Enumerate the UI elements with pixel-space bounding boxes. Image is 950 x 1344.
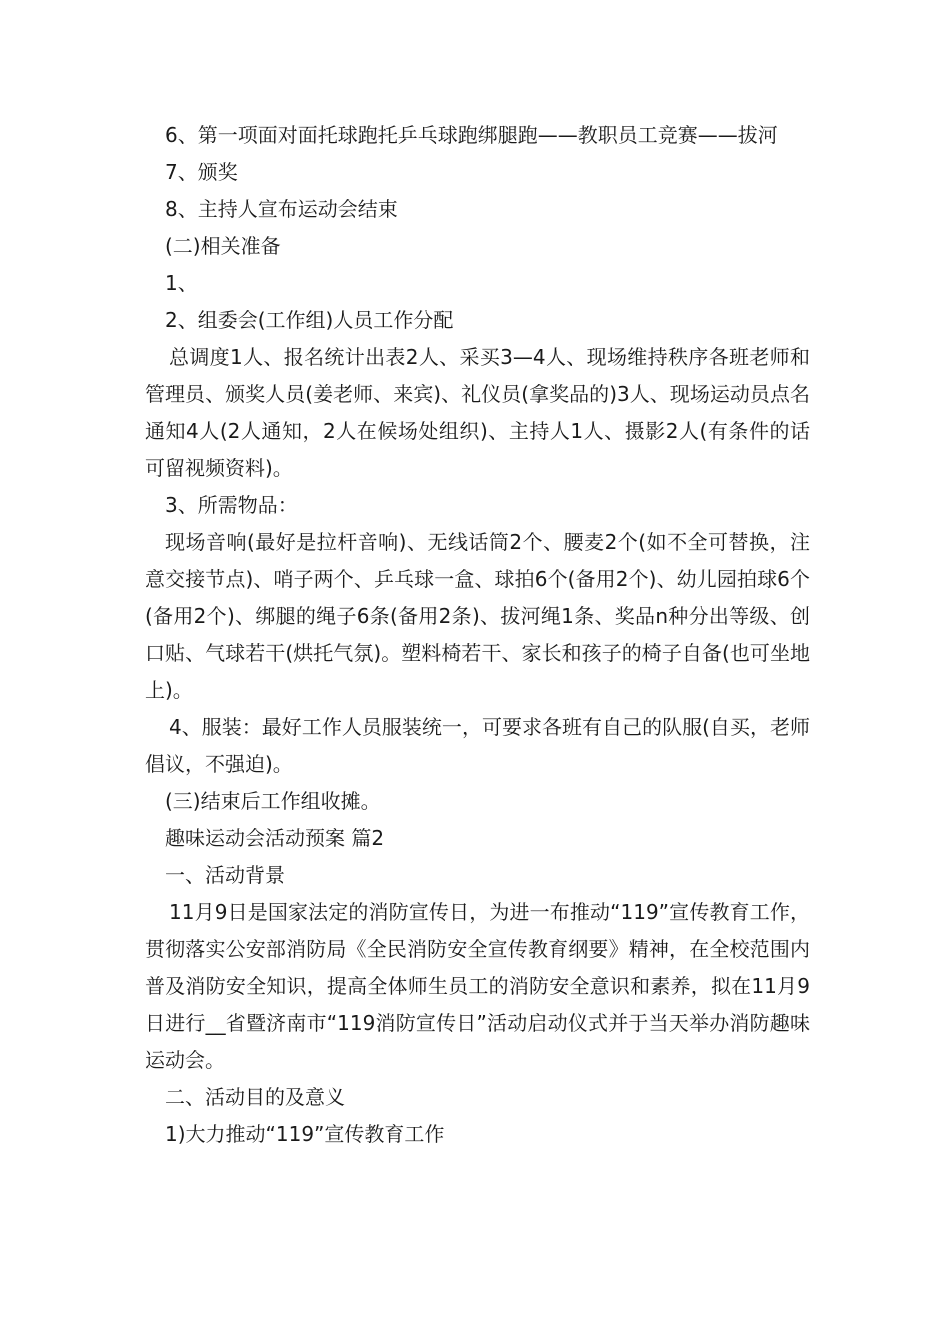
paragraph-required-items: 现场音响(最好是拉杆音响)、无线话筒2个、腰麦2个(如不全可替换，注意交接节点)、哨子两个、乒乓球一盒、球拍6个(备用2个)、幼儿园拍球6个(备用2个)、绑腿的绳子6条(备用2条)、拔河绳1条、奖品n种分出等级、创口贴、气球若干(烘托气氛)。塑料椅若干、家长和孩子的椅子自备(也可坐地上)。 bbox=[145, 530, 810, 702]
section-heading-cleanup: (三)结束后工作组收摊。 bbox=[165, 789, 381, 813]
paragraph-purpose-item-1: 1)大力推动“119”宣传教育工作 bbox=[165, 1122, 445, 1146]
paragraph-prep-item-1: 1、 bbox=[165, 271, 198, 295]
paragraph-clothing: 4、服装：最好工作人员服装统一，可要求各班有自己的队服(自买，老师倡议，不强迫)。 bbox=[145, 715, 810, 776]
paragraph-event-item-7: 7、颁奖 bbox=[165, 160, 238, 184]
paragraph-prep-item-2: 2、组委会(工作组)人员工作分配 bbox=[165, 308, 454, 332]
document-body bbox=[145, 117, 810, 1153]
section-heading-preparation: (二)相关准备 bbox=[165, 234, 281, 258]
paragraph-event-item-8: 8、主持人宣布运动会结束 bbox=[165, 197, 398, 221]
paragraph-staff-allocation: 总调度1人、报名统计出表2人、采买3—4人、现场维持秩序各班老师和管理员、颁奖人员(姜老师、来宾)、礼仪员(拿奖品的)3人、现场运动员点名通知4人(2人通知，2人在候场处组织)、主持人1人、摄影2人(有条件的话可留视频资料)。 bbox=[145, 345, 810, 480]
paragraph-prep-item-3: 3、所需物品： bbox=[165, 493, 298, 517]
section-heading-purpose: 二、活动目的及意义 bbox=[165, 1085, 345, 1109]
paragraph-event-item-6: 6、第一项面对面托球跑托乒乓球跑绑腿跑——教职员工竞赛——拔河 bbox=[165, 123, 778, 147]
section-heading-background: 一、活动背景 bbox=[165, 863, 285, 887]
article-title-plan-2: 趣味运动会活动预案 篇2 bbox=[165, 826, 385, 850]
paragraph-background: 11月9日是国家法定的消防宣传日，为进一布推动“119”宣传教育工作，贯彻落实公安部消防局《全民消防安全宣传教育纲要》精神，在全校范围内普及消防安全知识，提高全体师生员工的消防安全意识和素养，拟在11月9日进行__省暨济南市“119消防宣传日”活动启动仪式并于当天举办消防趣味运动会。 bbox=[145, 900, 810, 1072]
